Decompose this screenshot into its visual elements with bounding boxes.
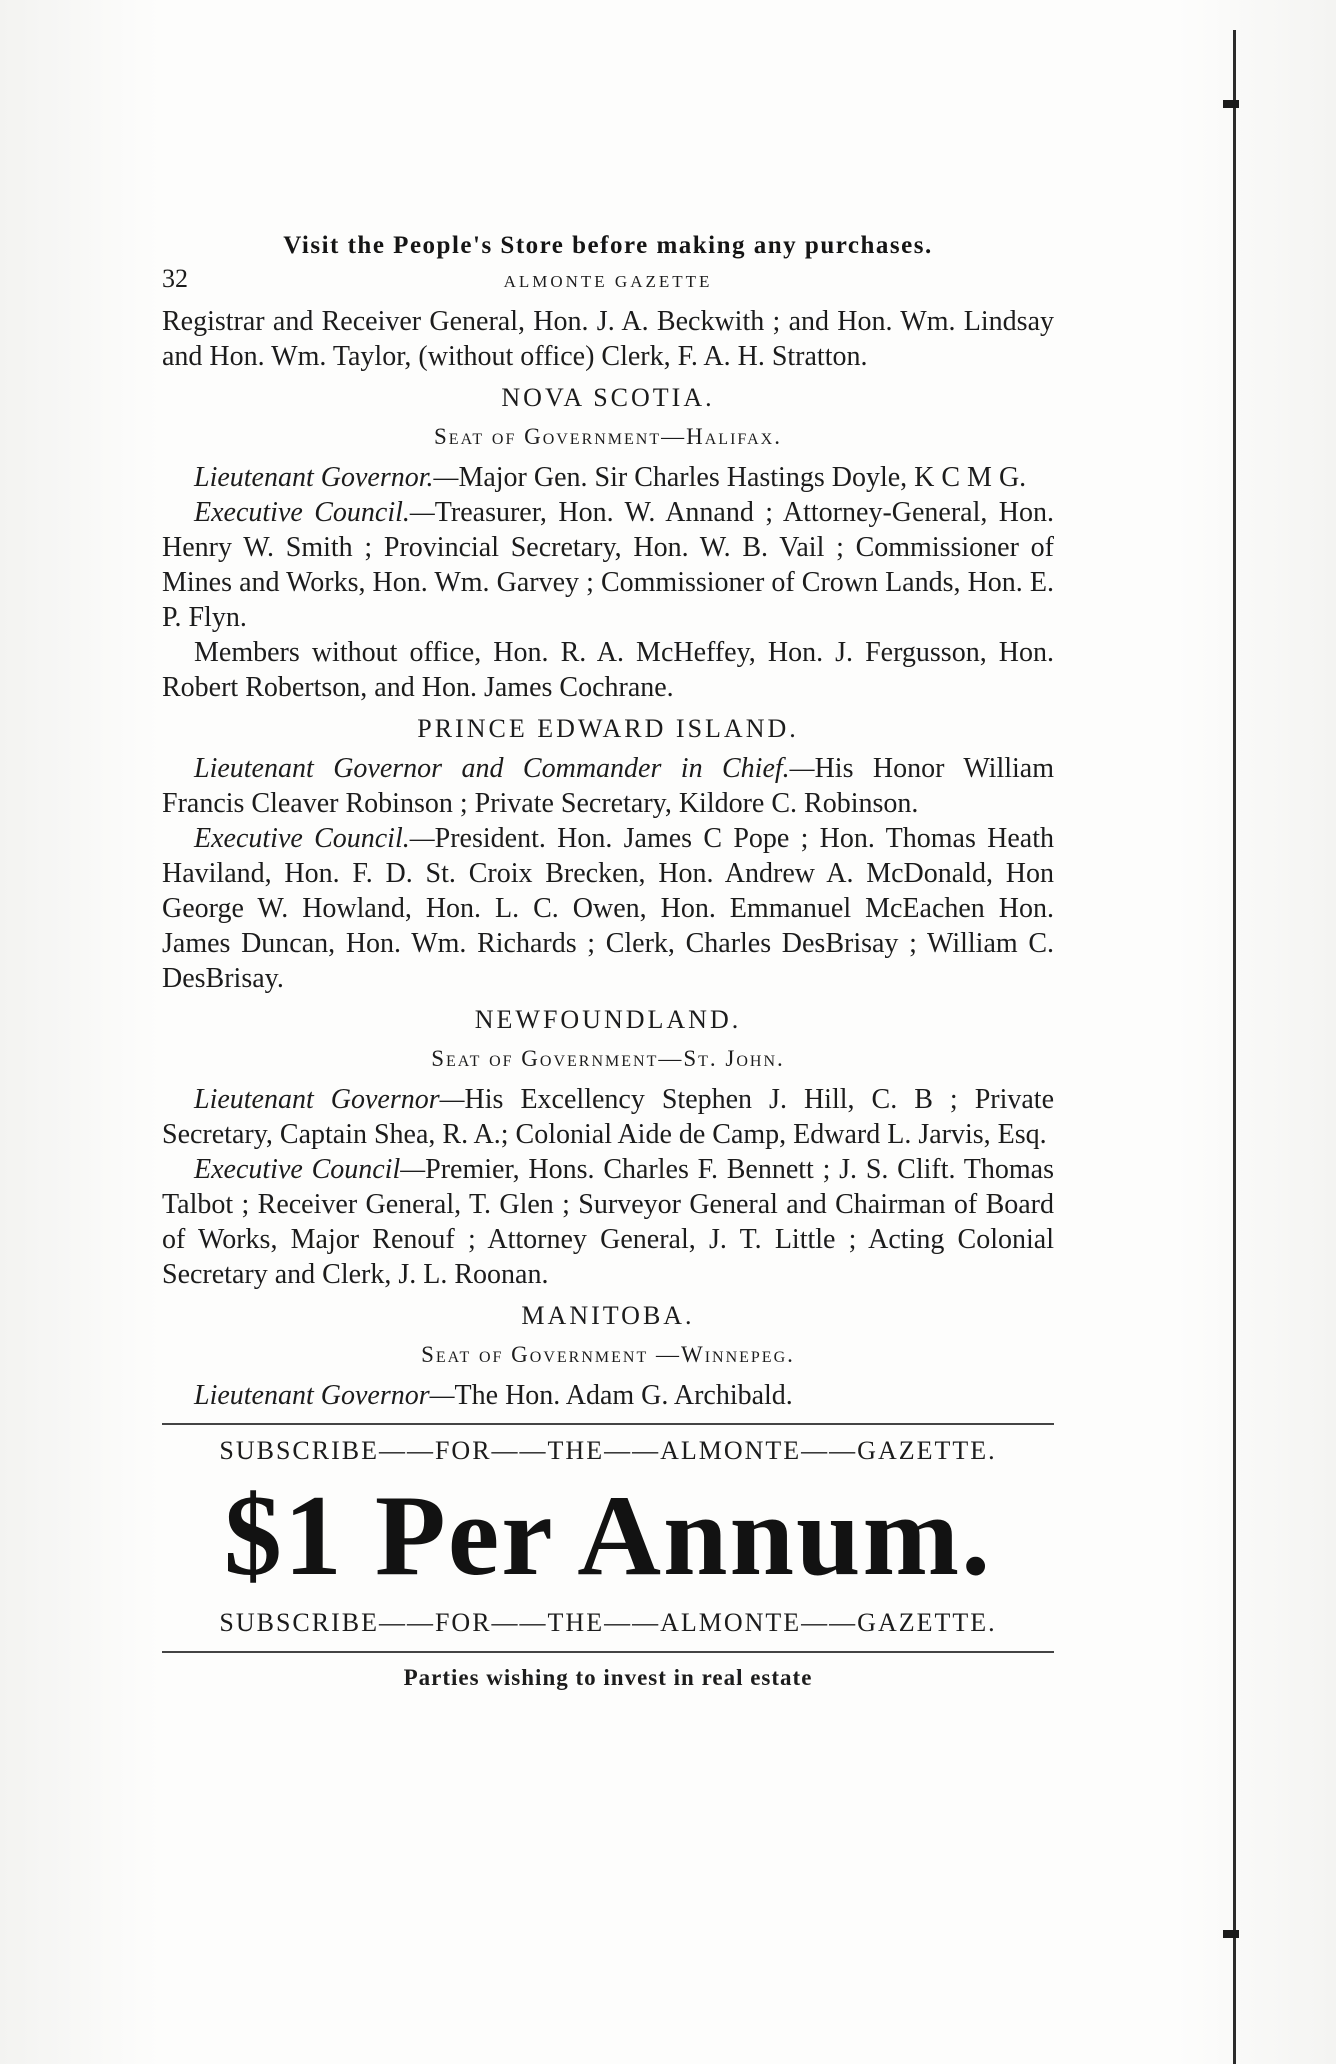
paragraph	[162, 1082, 1054, 1152]
paragraph-text: Major Gen. Sir Charles Hastings Doyle, K C M G.	[458, 462, 1027, 493]
paragraph-text: Members without office, Hon. R. A. McHeffey, Hon. J. Fergusson, Hon. Robert Robertson, and Hon. James Cochrane.	[162, 637, 1054, 703]
section-heading: NOVA SCOTIA.	[501, 383, 715, 412]
section-heading: MANITOBA.	[521, 1301, 695, 1330]
paragraph-lead: Lieutenant Governor—	[194, 1084, 465, 1115]
paragraph-lead: Lieutenant Governor.—	[194, 462, 459, 493]
paragraph-lead: Executive Council—	[194, 1154, 426, 1185]
seat-of-government: Seat of Government—St. John.	[431, 1046, 785, 1071]
seat-of-government: Seat of Government —Winnepeg.	[421, 1342, 795, 1367]
section-newfoundland	[162, 1002, 1054, 1292]
section-heading: PRINCE EDWARD ISLAND.	[417, 714, 799, 743]
top-advertisement: Visit the People's Store before making any purchases.	[283, 232, 933, 259]
running-head	[162, 264, 1054, 304]
paragraph-text: Premier, Hons. Charles F. Bennett ; J. S. Clift. Thomas Talbot ; Receiver General, T. Glen ; Surveyor General and Chairman of Board of Works, Major Renouf ; Attorney General, J. T. Little ; Acting Colonial Secretary and Clerk, J. L. Roonan.	[162, 1154, 1054, 1290]
gutter-line	[1233, 30, 1236, 2064]
paragraph	[162, 495, 1054, 635]
paragraph-lead: Executive Council.—	[194, 497, 435, 528]
paragraph	[162, 751, 1054, 821]
paragraph	[162, 460, 1054, 495]
seat-of-government: Seat of Government—Halifax.	[434, 424, 782, 449]
section-heading: NEWFOUNDLAND.	[474, 1005, 742, 1034]
paragraph-text: Treasurer, Hon. W. Annand ; Attorney-General, Hon. Henry W. Smith ; Provincial Secretary, Hon. W. B. Vail ; Commissioner of Mines and Works, Hon. Wm. Garvey ; Commissioner of Crown Lands, Hon. E. P. Flyn.	[162, 497, 1055, 633]
gutter-mark	[1223, 100, 1239, 108]
price-banner: $1 Per Annum.	[223, 1472, 993, 1600]
divider	[162, 1651, 1054, 1653]
paragraph	[162, 1378, 1054, 1413]
section-manitoba	[162, 1298, 1054, 1413]
paragraph	[162, 635, 1054, 705]
gutter-mark	[1223, 1930, 1239, 1938]
paragraph-lead: Lieutenant Governor—	[194, 1380, 455, 1411]
paragraph-lead: Executive Council.—	[194, 823, 435, 854]
subscribe-line: SUBSCRIBE——FOR——THE——ALMONTE——GAZETTE.	[219, 1436, 997, 1465]
divider	[162, 1423, 1054, 1425]
paragraph-text: President. Hon. James C Pope ; Hon. Thomas Heath Haviland, Hon. F. D. St. Croix Brecken, Hon. Andrew A. McDonald, Hon George W. Howland, Hon. L. C. Owen, Hon. Emmanuel McEachen Hon. James Duncan, Hon. Wm. Richards ; Clerk, Charles DesBrisay ; William C. DesBrisay.	[162, 823, 1055, 994]
text-column	[162, 232, 1054, 1691]
bottom-advertisement: Parties wishing to invest in real estate	[403, 1665, 813, 1690]
paragraph-text: His Honor William Francis Cleaver Robinson ; Private Secretary, Kildore C. Robinson.	[162, 753, 1054, 819]
section-prince-edward-island	[162, 711, 1054, 996]
paragraph	[162, 1152, 1054, 1292]
paragraph-text: His Excellency Stephen J. Hill, C. B ; Private Secretary, Captain Shea, R. A.; Colonial Aide de Camp, Edward L. Jarvis, Esq.	[162, 1084, 1055, 1150]
subscribe-line: SUBSCRIBE——FOR——THE——ALMONTE——GAZETTE.	[219, 1608, 997, 1637]
paragraph-lead: Lieutenant Governor and Commander in Chief.—	[194, 753, 815, 784]
section-nova-scotia	[162, 380, 1054, 705]
intro-paragraph: Registrar and Receiver General, Hon. J. A. Beckwith ; and Hon. Wm. Lindsay and Hon. Wm. Taylor, (without office) Clerk, F. A. H. Stratton.	[162, 306, 1054, 372]
page-number: 32	[162, 264, 188, 293]
paragraph	[162, 821, 1054, 996]
running-title: ALMONTE GAZETTE	[503, 272, 713, 291]
paragraph-text: The Hon. Adam G. Archibald.	[454, 1380, 793, 1411]
